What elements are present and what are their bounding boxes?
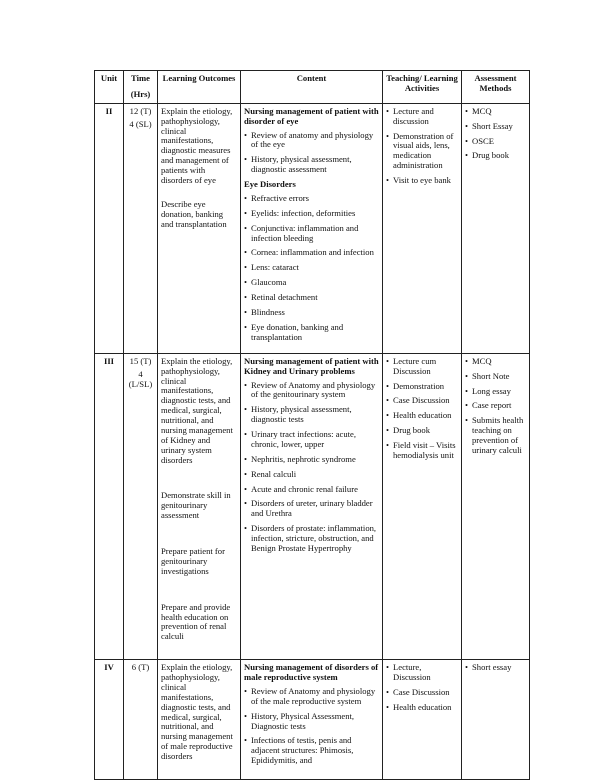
content-cell: [241, 660, 383, 780]
list-item: • Demonstration of visual aids, lens, medication administration: [386, 132, 458, 172]
list-item: • Cornea: inflammation and infection: [244, 248, 379, 258]
teaching-cell: [383, 660, 462, 780]
list-item: • Case Discussion: [386, 688, 458, 698]
list-item: • History, physical assessment, diagnostic tests: [244, 405, 379, 425]
header-row: [95, 71, 530, 104]
time-cell: [124, 353, 158, 659]
list-item: • Short essay: [465, 663, 526, 673]
outcome-text: Explain the etiology, pathophysiology, clinical manifestations, diagnostic tests, and medical, surgical, nutritional, and nursing management of Kidney and urinary system disorders: [161, 355, 233, 465]
table-row: [95, 353, 530, 659]
outcomes-cell: [158, 353, 241, 659]
time-cell: [124, 103, 158, 353]
content-list: [244, 687, 379, 766]
list-item: • Long essay: [465, 387, 526, 397]
assessment-list: [465, 107, 526, 162]
list-item: • Case report: [465, 401, 526, 411]
list-item: • Short Essay: [465, 122, 526, 132]
list-item: • Review of anatomy and physiology of the eye: [244, 131, 379, 151]
header-time-label: Time: [131, 73, 150, 83]
content-title: Nursing management of patient with disorder of eye: [244, 105, 379, 126]
assessment-cell: [462, 660, 530, 780]
teaching-cell: [383, 103, 462, 353]
list-item: • History, Physical Assessment, Diagnostic tests: [244, 712, 379, 732]
outcome-text: Demonstrate skill in genitourinary assessment: [161, 490, 231, 521]
outcomes-cell: [158, 103, 241, 353]
time-skill-lab: 4 (SL): [129, 118, 152, 129]
list-item: • Retinal detachment: [244, 293, 379, 303]
outcome-text: Explain the etiology, pathophysiology, clinical manifestations, diagnostic measures and management of patients with disorders of eye: [161, 105, 233, 185]
teaching-list: [386, 107, 458, 186]
assessment-list: [465, 663, 526, 673]
list-item: • History, physical assessment, diagnostic assessment: [244, 155, 379, 175]
teaching-cell: [383, 353, 462, 659]
content-cell: [241, 353, 383, 659]
header-content: Content: [241, 71, 383, 104]
content-list: [244, 194, 379, 343]
list-item: • Review of Anatomy and physiology of the genitourinary system: [244, 381, 379, 401]
list-item: • Drug book: [386, 426, 458, 436]
list-item: • Disorders of prostate: inflammation, infection, stricture, obstruction, and Benign Prostate Hypertrophy: [244, 524, 379, 554]
content-list: [244, 131, 379, 176]
header-outcomes: Learning Outcomes: [158, 71, 241, 104]
time-theory: 12 (T): [129, 105, 152, 116]
header-time: [124, 71, 158, 104]
list-item: • Short Note: [465, 372, 526, 382]
list-item: • Disorders of ureter, urinary bladder and Urethra: [244, 499, 379, 519]
assessment-list: [465, 357, 526, 456]
list-item: • Lecture, Discussion: [386, 663, 458, 683]
list-item: • Field visit – Visits hemodialysis unit: [386, 441, 458, 461]
outcome-text: Prepare patient for genitourinary investigations: [161, 546, 225, 576]
header-teaching: Teaching/ Learning Activities: [383, 71, 462, 104]
outcomes-cell: [158, 660, 241, 780]
assessment-cell: [462, 103, 530, 353]
list-item: • Health education: [386, 703, 458, 713]
list-item: • Drug book: [465, 151, 526, 161]
content-title: Nursing management of disorders of male reproductive system: [244, 662, 379, 682]
time-lab: 4 (L/SL): [128, 368, 153, 389]
content-cell: [241, 103, 383, 353]
unit-cell: III: [95, 353, 124, 659]
list-item: • Conjunctiva: inflammation and infection bleeding: [244, 224, 379, 244]
list-item: • Review of Anatomy and physiology of the male reproductive system: [244, 687, 379, 707]
list-item: • Glaucoma: [244, 278, 379, 288]
table-row: [95, 660, 530, 780]
list-item: • MCQ: [465, 357, 526, 367]
teaching-list: [386, 663, 458, 713]
unit-cell: IV: [95, 660, 124, 780]
list-item: • Submits health teaching on prevention of urinary calculi: [465, 416, 526, 456]
header-unit: Unit: [95, 71, 124, 104]
list-item: • Lens: cataract: [244, 263, 379, 273]
list-item: • Renal calculi: [244, 470, 379, 480]
list-item: • Eye donation, banking and transplantation: [244, 323, 379, 343]
content-title: Nursing management of patient with Kidney and Urinary problems: [244, 355, 379, 376]
assessment-cell: [462, 353, 530, 659]
list-item: • Lecture cum Discussion: [386, 357, 458, 377]
time-theory: 6 (T): [131, 662, 150, 673]
time-theory: 15 (T): [129, 355, 152, 366]
syllabus-table: [94, 70, 530, 780]
outcome-text: Describe eye donation, banking and transplantation: [161, 198, 227, 229]
content-subheading: Eye Disorders: [244, 179, 296, 189]
list-item: • Lecture and discussion: [386, 107, 458, 127]
table-row: [95, 103, 530, 353]
outcome-text: Explain the etiology, pathophysiology, clinical manifestations, diagnostic tests, and medical, surgical, nutritional, and nursing management of male reproductive disorders: [161, 662, 233, 761]
list-item: • Blindness: [244, 308, 379, 318]
list-item: • Refractive errors: [244, 194, 379, 204]
list-item: • Case Discussion: [386, 396, 458, 406]
list-item: • Nephritis, nephrotic syndrome: [244, 455, 379, 465]
list-item: • Visit to eye bank: [386, 176, 458, 186]
header-assessment: Assessment Methods: [462, 71, 530, 104]
list-item: • Demonstration: [386, 382, 458, 392]
time-cell: [124, 660, 158, 780]
list-item: • Acute and chronic renal failure: [244, 485, 379, 495]
list-item: • Urinary tract infections: acute, chronic, lower, upper: [244, 430, 379, 450]
list-item: • MCQ: [465, 107, 526, 117]
outcome-text: Prepare and provide health education on prevention of renal calculi: [161, 601, 231, 642]
list-item: • OSCE: [465, 137, 526, 147]
content-list: [244, 381, 379, 554]
list-item: • Health education: [386, 411, 458, 421]
teaching-list: [386, 357, 458, 461]
list-item: • Infections of testis, penis and adjacent structures: Phimosis, Epididymitis, and: [244, 736, 379, 766]
list-item: • Eyelids: infection, deformities: [244, 209, 379, 219]
unit-cell: II: [95, 103, 124, 353]
header-time-sub: (Hrs): [130, 88, 151, 99]
